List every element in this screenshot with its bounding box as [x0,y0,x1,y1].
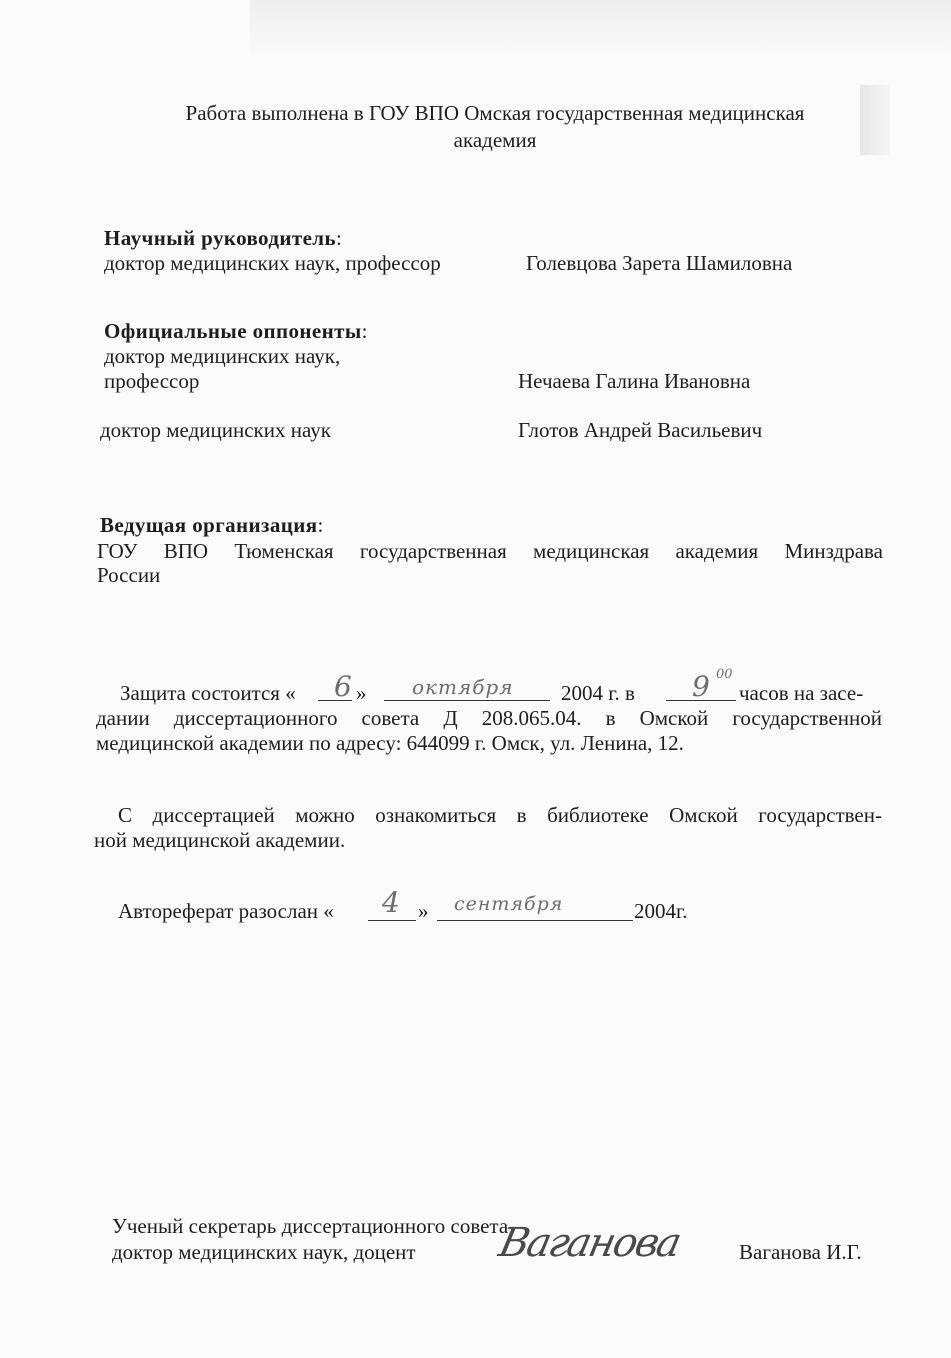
defense-line-3: медицинской академии по адресу: 644099 г. Омск, ул. Ленина, 12. [96,731,684,755]
opponent-1-name: Нечаева Галина Ивановна [518,369,751,393]
supervisor-heading-row [104,225,342,251]
defense-day-handwritten: 6 [334,670,352,703]
header-line-1: Работа выполнена в ГОУ ВПО Омская государственная медицинская [185,101,805,125]
abstract-month-handwritten: сентября [454,893,564,915]
leading-org-heading-colon: : [317,513,324,537]
secretary-signature: Ваганова [495,1220,684,1266]
scan-shadow-top [250,0,951,60]
defense-month-handwritten: октября [412,675,514,699]
opponents-heading-colon: : [361,319,368,343]
opponent-2-name: Глотов Андрей Васильевич [518,418,763,442]
secretary-name: Ваганова И.Г. [739,1240,862,1264]
opponents-heading: Официальные оппоненты [104,319,362,343]
abstract-prefix: Автореферат разослан « [118,899,334,923]
defense-hour-handwritten: 9 [692,670,710,703]
secretary-line-2: доктор медицинских наук, доцент [112,1240,416,1264]
opponent-2-title: доктор медицинских наук [100,418,331,442]
abstract-year: 2004г. [634,899,688,923]
opponent-1-title-line-1: доктор медицинских наук, [104,344,341,368]
defense-line-1-tail: часов на засе- [739,681,864,705]
defense-minutes-handwritten: 00 [716,667,733,682]
supervisor-title: доктор медицинских наук, профессор [104,251,441,275]
defense-quote-close: » [356,681,367,705]
opponent-1-title-line-2: профессор [104,369,200,393]
leading-org-line-1: ГОУ ВПО Тюменская государственная медицинская академия Минздрава [97,539,883,563]
abstract-quote-close: » [418,899,429,923]
opponents-heading-row [104,318,367,344]
defense-prefix: Защита состоится « [120,681,296,705]
leading-org-heading-row [100,512,323,538]
supervisor-heading: Научный руководитель [104,226,336,250]
supervisor-heading-colon: : [336,226,342,250]
supervisor-name: Голевцова Зарета Шамиловна [526,251,793,275]
abstract-day-handwritten: 4 [382,886,400,919]
header-line-2: академия [453,128,537,152]
library-line-1: С диссертацией можно ознакомиться в библиотеке Омской государствен- [118,803,882,827]
defense-year: 2004 г. в [561,681,635,705]
leading-org-line-2: России [97,563,161,587]
leading-org-heading: Ведущая организация [100,513,318,537]
library-line-2: ной медицинской академии. [94,828,346,852]
defense-line-2: дании диссертационного совета Д 208.065.04. в Омской государственной [96,706,882,730]
secretary-line-1: Ученый секретарь диссертационного совета [112,1214,509,1238]
